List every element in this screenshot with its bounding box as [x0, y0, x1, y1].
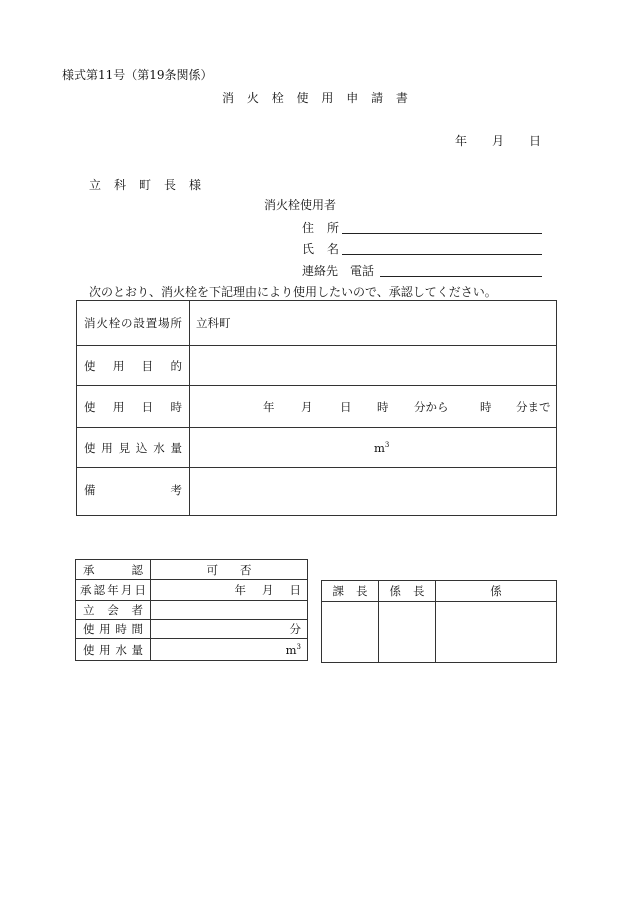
label-char: 水 [153, 440, 165, 455]
row-label-remarks [77, 468, 190, 516]
header-char: 係 [389, 584, 401, 598]
label-char: 火 [96, 316, 108, 330]
title-char: 使 [296, 91, 309, 105]
table-row [77, 346, 557, 386]
label-char: 認 [131, 562, 143, 577]
purpose-value[interactable] [190, 346, 557, 386]
table-row [76, 580, 308, 601]
dt-day: 日 [340, 399, 352, 414]
label-char: 量 [170, 440, 182, 455]
application-date [455, 132, 541, 149]
dt-hour-end: 時 [480, 399, 492, 414]
witness-label [76, 601, 151, 620]
row-label-location [77, 301, 190, 346]
dt-hour: 時 [377, 399, 389, 414]
phone-field[interactable] [380, 276, 542, 277]
label-char: 用 [99, 622, 111, 636]
addressee [89, 176, 201, 193]
label-char: 時 [170, 399, 182, 414]
address-label-char: 所 [326, 221, 339, 235]
label-char: 用 [112, 399, 125, 414]
label-char: 間 [131, 622, 143, 636]
label-char: 考 [170, 483, 182, 497]
label-char: 認 [93, 583, 106, 597]
addressee-char: 町 [138, 178, 151, 192]
month-label: 月 [262, 583, 274, 597]
header-char: 課 [332, 584, 344, 598]
table-row [322, 602, 557, 663]
reject-option: 否 [240, 562, 252, 577]
dt-from: 分から [414, 399, 449, 414]
title-char: 申 [346, 91, 359, 105]
usage-details-table [76, 300, 557, 516]
section-chief-header [322, 581, 379, 602]
table-row [77, 428, 557, 468]
label-char: 承 [80, 583, 92, 597]
water-volume-value[interactable] [190, 428, 557, 468]
label-char: 用 [112, 358, 125, 373]
witness-value[interactable] [151, 601, 308, 620]
unit-sup: 3 [384, 440, 390, 449]
date-day-label: 日 [528, 134, 541, 148]
table-row [76, 601, 308, 620]
datetime-value[interactable] [190, 386, 557, 428]
contact-phone-label: 連絡先 電話 [302, 264, 375, 278]
title-char: 消 [222, 91, 235, 105]
row-label-water-volume [77, 428, 190, 468]
unit-m: m [285, 642, 297, 657]
approval-date-label [76, 580, 151, 601]
label-char: 見 [118, 440, 131, 455]
label-char: 用 [101, 440, 113, 455]
label-char: 会 [107, 603, 119, 617]
row-label-datetime [77, 386, 190, 428]
table-row [77, 301, 557, 346]
usage-water-value[interactable] [151, 639, 308, 661]
dt-month: 月 [301, 399, 313, 414]
label-char: 日 [141, 399, 154, 414]
title-char: 請 [371, 91, 384, 105]
addressee-char: 立 [89, 178, 102, 192]
label-char: 使 [83, 642, 95, 657]
addressee-char: 様 [188, 178, 201, 192]
approval-label [76, 560, 151, 580]
address-label [302, 219, 339, 236]
name-field[interactable] [342, 254, 542, 255]
location-value[interactable]: 立科町 [190, 301, 557, 346]
name-label-char: 名 [326, 242, 339, 256]
name-label [302, 240, 339, 257]
usage-time-value[interactable] [151, 620, 308, 639]
label-char: 使 [84, 399, 96, 414]
table-row [76, 639, 308, 661]
approval-value[interactable] [151, 560, 308, 580]
label-char: 者 [131, 603, 143, 617]
addressee-char: 長 [163, 178, 176, 192]
date-year-label: 年 [455, 134, 468, 148]
remarks-value[interactable] [190, 468, 557, 516]
label-char: 使 [84, 358, 96, 373]
label-char: 置 [145, 316, 158, 330]
title-char: 書 [395, 91, 408, 105]
title-char: 用 [321, 91, 334, 105]
label-char: 用 [99, 642, 111, 657]
usage-time-label [76, 620, 151, 639]
dt-until: 分まで [516, 399, 551, 414]
usage-water-unit [151, 643, 307, 657]
header-char: 係 [490, 584, 502, 598]
label-char: 目 [141, 358, 154, 373]
title-char: 火 [246, 91, 259, 105]
intro-text: 次のとおり、消火栓を下記理由により使用したいので、承認してください。 [89, 285, 497, 299]
label-char: 量 [131, 642, 143, 657]
approval-date-value[interactable] [151, 580, 308, 601]
label-char: 備 [84, 483, 96, 497]
stamp-table [321, 580, 557, 663]
usage-water-label [76, 639, 151, 661]
table-row [76, 560, 308, 580]
addressee-char: 科 [113, 178, 126, 192]
name-label-char: 氏 [302, 242, 315, 256]
address-field[interactable] [342, 233, 542, 234]
approve-option: 可 [206, 562, 218, 577]
label-char: 月 [120, 583, 133, 597]
date-month-label: 月 [491, 134, 504, 148]
label-char: 立 [83, 603, 95, 617]
label-char: 込 [135, 440, 148, 455]
label-char: 設 [133, 316, 145, 330]
title-char: 栓 [271, 91, 284, 105]
label-char: 使 [83, 622, 95, 636]
day-label: 日 [289, 583, 301, 597]
label-char: 使 [84, 440, 96, 455]
staff-header [436, 581, 557, 602]
label-char: 栓 [108, 316, 121, 330]
table-row [322, 581, 557, 602]
header-char: 長 [356, 584, 368, 598]
label-char: 水 [115, 642, 127, 657]
label-char: 的 [170, 358, 182, 373]
year-label: 年 [234, 583, 246, 597]
document-title [222, 89, 408, 106]
table-row [77, 386, 557, 428]
label-char: 承 [83, 562, 95, 577]
label-char: の [121, 316, 133, 330]
subsection-chief-header [379, 581, 436, 602]
staff-stamp[interactable] [436, 602, 557, 663]
unit-m: m [374, 440, 385, 455]
minutes-unit: 分 [289, 622, 301, 636]
row-label-purpose [77, 346, 190, 386]
approval-table [75, 559, 308, 661]
table-row [77, 468, 557, 516]
applicant-heading: 消火栓使用者 [264, 198, 337, 212]
form-number: 様式第11号（第19条関係） [62, 68, 213, 82]
address-label-char: 住 [302, 221, 315, 235]
subsection-chief-stamp[interactable] [379, 602, 436, 663]
label-char: 場 [158, 316, 170, 330]
label-char: 時 [115, 622, 127, 636]
table-row [76, 620, 308, 639]
label-char: 日 [134, 583, 146, 597]
dt-year: 年 [263, 399, 275, 414]
label-char: 消 [84, 316, 96, 330]
label-char: 年 [107, 583, 119, 597]
header-char: 長 [413, 584, 425, 598]
water-volume-unit [190, 441, 556, 455]
label-char: 所 [170, 316, 182, 330]
section-chief-stamp[interactable] [322, 602, 379, 663]
unit-sup: 3 [296, 642, 301, 651]
